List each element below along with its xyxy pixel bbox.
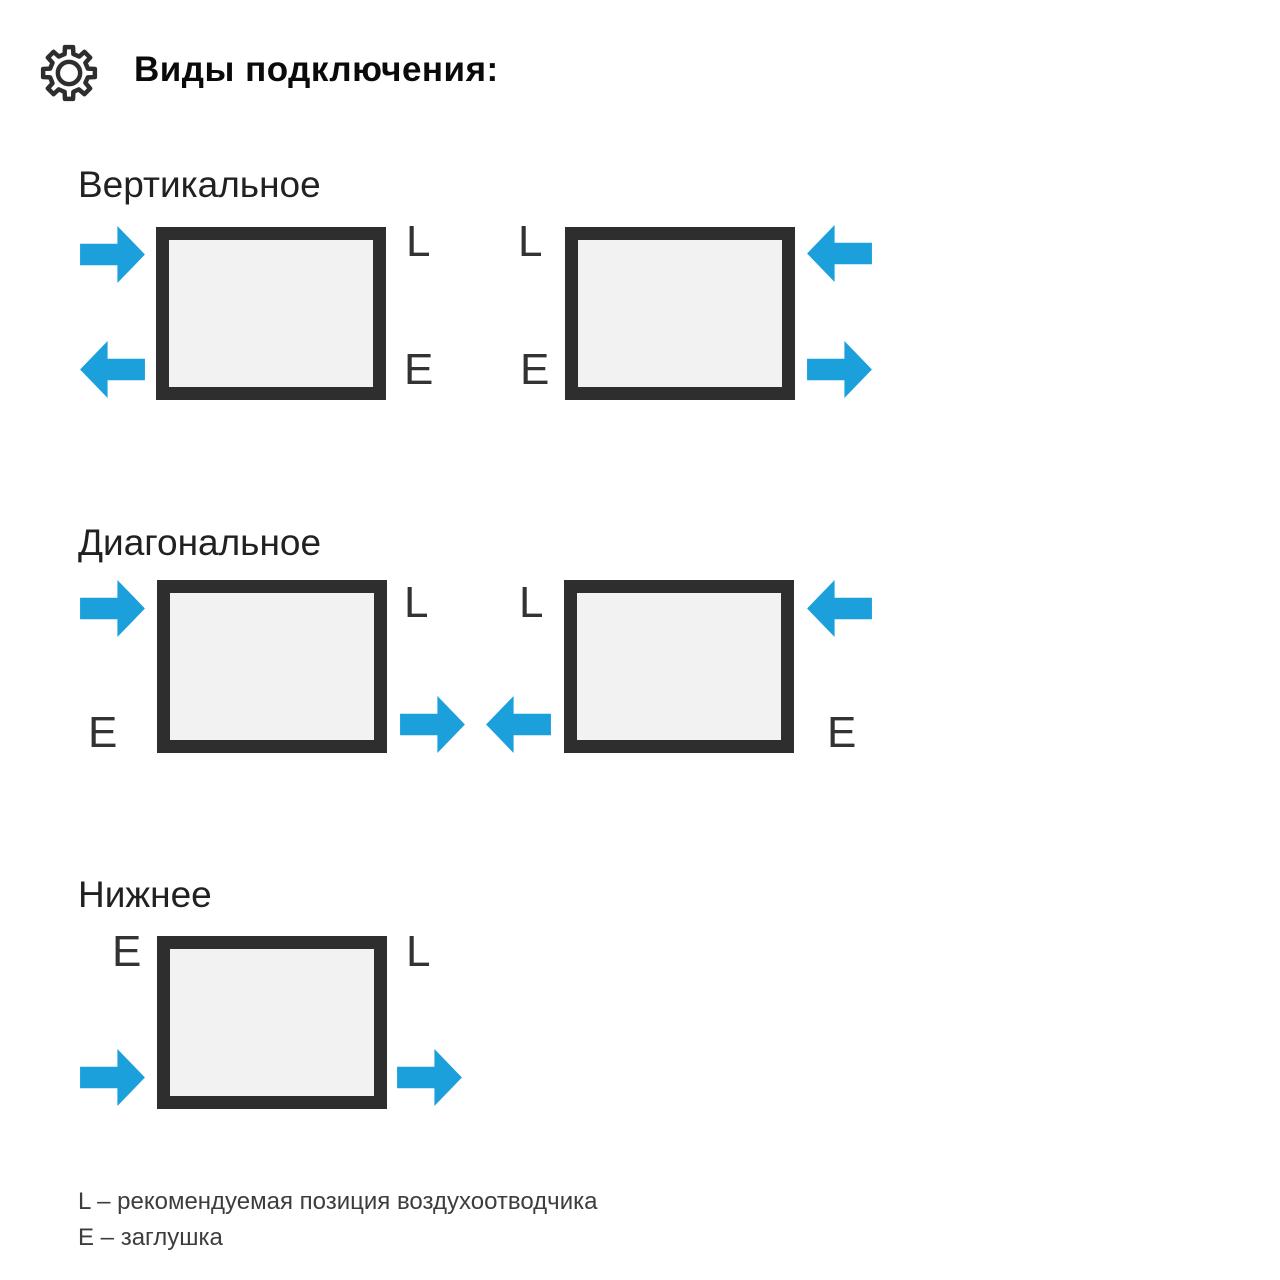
radiator-body	[565, 227, 795, 400]
flow-in-arrow-icon	[80, 226, 145, 283]
radiator-body	[157, 936, 387, 1109]
vent-label: L	[518, 217, 543, 266]
flow-out-arrow-icon	[80, 341, 145, 398]
plug-label: E	[404, 345, 434, 394]
flow-out-arrow-icon	[400, 696, 465, 753]
plug-label: E	[88, 708, 118, 757]
plug-label: E	[827, 708, 857, 757]
flow-in-arrow-icon	[807, 225, 872, 282]
radiator-body	[156, 227, 386, 400]
legend-plug: E – заглушка	[78, 1224, 223, 1251]
flow-out-arrow-icon	[807, 341, 872, 398]
flow-in-arrow-icon	[807, 580, 872, 637]
section-label-bottom: Нижнее	[78, 874, 212, 915]
flow-out-arrow-icon	[486, 696, 551, 753]
flow-in-arrow-icon	[80, 1049, 145, 1106]
section-label-diagonal: Диагональное	[78, 522, 322, 563]
flow-in-arrow-icon	[80, 580, 145, 637]
plug-label: E	[112, 927, 142, 976]
vent-label: L	[404, 578, 429, 627]
radiator-body	[157, 580, 387, 753]
flow-out-arrow-icon	[397, 1049, 462, 1106]
plug-label: E	[520, 345, 550, 394]
vent-label: L	[406, 217, 431, 266]
gear-icon	[38, 42, 100, 104]
page-title: Виды подключения:	[134, 50, 499, 89]
radiator-body	[564, 580, 794, 753]
vent-label: L	[406, 927, 431, 976]
legend-vent: L – рекомендуемая позиция воздухоотводчика	[78, 1188, 598, 1215]
section-label-vertical: Вертикальное	[78, 164, 321, 205]
vent-label: L	[519, 578, 544, 627]
